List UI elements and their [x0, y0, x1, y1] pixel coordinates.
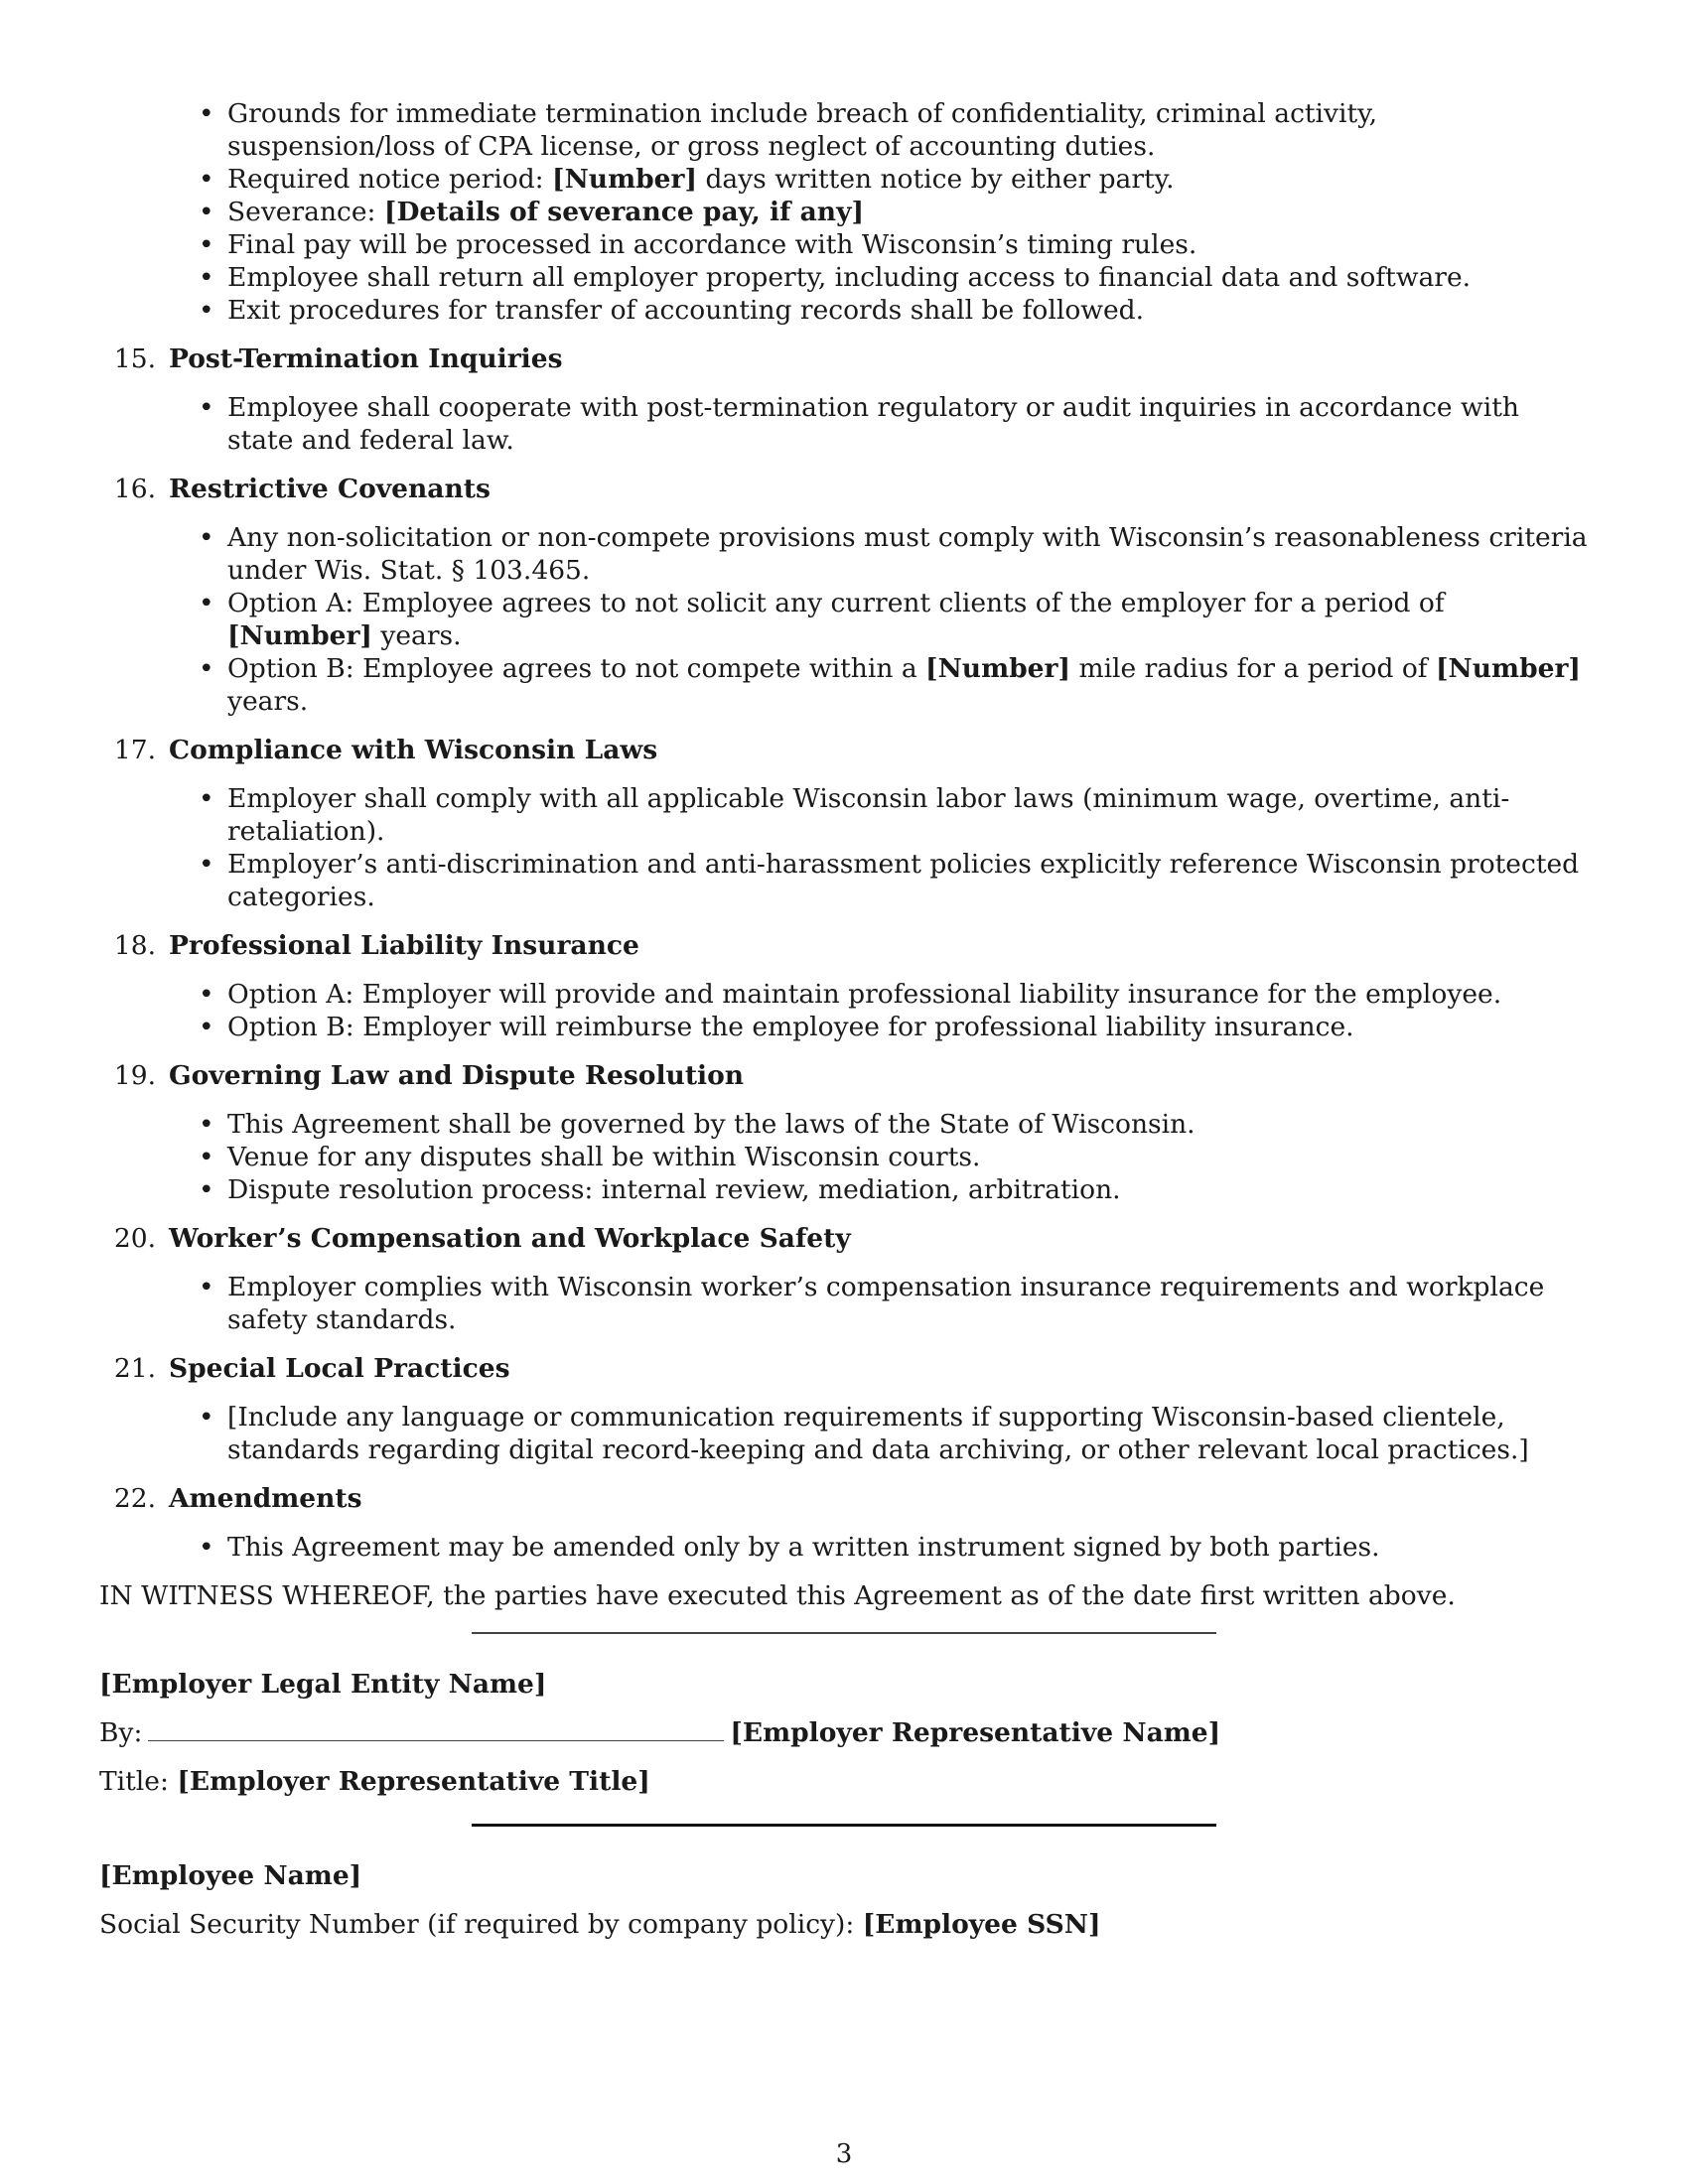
ssn-label: Social Security Number (if required by company policy): [99, 1909, 855, 1940]
placeholder-text: [Details of severance pay, if any] [383, 197, 865, 227]
section-bullet-list [99, 782, 1589, 913]
bullet-text: Option B: Employer will reimburse the employee for professional liability insurance. [227, 1012, 1354, 1042]
section-number: 15. [113, 343, 156, 374]
witness-statement: IN WITNESS WHEREOF, the parties have executed this Agreement as of the date first written above. [99, 1580, 1456, 1611]
section-number: 16. [113, 474, 156, 504]
section-heading [99, 1059, 1589, 1092]
bullet-text: Any non-solicitation or non-compete provisions must comply with Wisconsin’s reasonableness criteria under Wis. Stat. § 103.465. [227, 522, 1588, 586]
section-title: Post-Termination Inquiries [169, 343, 563, 374]
bullet-text: Required notice period: [227, 164, 553, 195]
section-heading [99, 1222, 1589, 1255]
bullet-text: Employee shall cooperate with post-termination regulatory or audit inquiries in accordance with state and federal law. [227, 392, 1519, 456]
section-number: 17. [113, 735, 156, 765]
bullet-text: days written notice by either party. [697, 164, 1175, 195]
bullet-text: Employee shall return all employer property, including access to financial data and software. [227, 262, 1472, 293]
employer-signature-rule [472, 1632, 1216, 1634]
document-page [99, 97, 1589, 1941]
page-number: 3 [835, 2139, 853, 2169]
bullet-item [99, 521, 1589, 587]
employer-rep-name: [Employer Representative Name] [730, 1717, 1221, 1748]
section-number: 20. [113, 1223, 156, 1254]
section-bullet-list [99, 1108, 1589, 1206]
by-label: By: [99, 1717, 143, 1748]
placeholder-text: [Number] [552, 164, 698, 195]
employee-ssn: [Employee SSN] [862, 1909, 1101, 1940]
section-title: Restrictive Covenants [169, 474, 491, 504]
bullet-text: Option A: Employee agrees to not solicit any current clients of the employer for a period of [227, 588, 1445, 618]
bullet-item [99, 782, 1589, 848]
bullet-text: Dispute resolution process: internal review, mediation, arbitration. [227, 1174, 1121, 1205]
section-title: Special Local Practices [169, 1353, 510, 1384]
section-title: Amendments [169, 1483, 362, 1514]
section [99, 734, 1589, 913]
employee-name: [Employee Name] [99, 1860, 362, 1891]
bullet-item [99, 1141, 1589, 1173]
bullet-text: years. [227, 686, 309, 717]
placeholder-text: [Number] [925, 653, 1071, 684]
section-heading [99, 473, 1589, 505]
bullet-item [99, 294, 1589, 327]
section [99, 929, 1589, 1043]
section-title: Worker’s Compensation and Workplace Safety [169, 1223, 851, 1254]
bullet-item [99, 391, 1589, 457]
section-bullet-list [99, 391, 1589, 457]
bullet-item [99, 848, 1589, 913]
bullet-text: Option B: Employee agrees to not compete within a [227, 653, 926, 684]
employer-signature-line [99, 1616, 1589, 1652]
bullet-text: Final pay will be processed in accordance with Wisconsin’s timing rules. [227, 229, 1197, 260]
bullet-text: Grounds for immediate termination include breach of confidentiality, criminal activity, suspension/loss of CPA license, or gross neglect of accounting duties. [227, 98, 1378, 162]
employer-by-line [99, 1716, 1589, 1749]
section-heading [99, 342, 1589, 375]
employer-title-line [99, 1765, 1589, 1798]
bullet-item [99, 228, 1589, 261]
bullet-text: Option A: Employer will provide and maintain professional liability insurance for the employee. [227, 979, 1502, 1010]
section-bullet-list [99, 1401, 1589, 1466]
section-number: 19. [113, 1060, 156, 1091]
bullet-item [99, 1108, 1589, 1141]
bullet-item [99, 652, 1589, 718]
employee-signature-line [99, 1808, 1589, 1843]
section-bullet-list [99, 978, 1589, 1043]
employer-entity-name: [Employer Legal Entity Name] [99, 1669, 547, 1700]
bullet-text: This Agreement shall be governed by the laws of the State of Wisconsin. [227, 1109, 1196, 1140]
section-heading [99, 929, 1589, 962]
bullet-item [99, 196, 1589, 228]
bullet-text: [Include any language or communication requirements if supporting Wisconsin-based clientele, standards regarding digital record-keeping and data archiving, or other relevant local practices.] [227, 1402, 1529, 1465]
bullet-text: Employer’s anti-discrimination and anti-harassment policies explicitly reference Wisconsin protected categories. [227, 849, 1580, 912]
section [99, 473, 1589, 718]
placeholder-text: [Number] [227, 620, 372, 651]
bullet-text: mile radius for a period of [1070, 653, 1437, 684]
bullet-item [99, 1401, 1589, 1466]
section-number: 18. [113, 930, 156, 961]
section-bullet-list [99, 1271, 1589, 1336]
bullet-text: Employer shall comply with all applicable Wisconsin labor laws (minimum wage, overtime, anti-retaliation). [227, 783, 1510, 847]
section [99, 1482, 1589, 1564]
section [99, 342, 1589, 457]
placeholder-text: [Number] [1436, 653, 1581, 684]
bullet-item [99, 261, 1589, 294]
section-number: 21. [113, 1353, 156, 1384]
employer-rep-title: [Employer Representative Title] [177, 1766, 650, 1797]
sections-container [99, 342, 1589, 1564]
section [99, 1352, 1589, 1466]
bullet-text: Employer complies with Wisconsin worker’s compensation insurance requirements and workplace safety standards. [227, 1272, 1545, 1335]
section [99, 1222, 1589, 1336]
employee-ssn-line [99, 1908, 1589, 1941]
title-label: Title: [99, 1766, 169, 1797]
section-heading [99, 1482, 1589, 1515]
section-heading [99, 1352, 1589, 1385]
bullet-text: Severance: [227, 197, 384, 227]
bullet-item [99, 97, 1589, 163]
by-signature-rule [148, 1722, 724, 1741]
bullet-item [99, 1173, 1589, 1206]
bullet-text: This Agreement may be amended only by a written instrument signed by both parties. [227, 1532, 1380, 1563]
bullet-item [99, 1531, 1589, 1564]
continued-bullet-list [99, 97, 1589, 327]
bullet-item [99, 978, 1589, 1011]
employee-signature-rule [472, 1824, 1216, 1827]
section-title: Compliance with Wisconsin Laws [169, 735, 658, 765]
section-number: 22. [113, 1483, 156, 1514]
bullet-text: Venue for any disputes shall be within Wisconsin courts. [227, 1142, 981, 1172]
bullet-text: years. [371, 620, 462, 651]
section-bullet-list [99, 521, 1589, 718]
section [99, 1059, 1589, 1206]
section-title: Professional Liability Insurance [169, 930, 639, 961]
bullet-text: Exit procedures for transfer of accounting records shall be followed. [227, 295, 1145, 326]
bullet-item [99, 163, 1589, 196]
section-heading [99, 734, 1589, 766]
section-bullet-list [99, 1531, 1589, 1564]
bullet-item [99, 587, 1589, 652]
bullet-item [99, 1011, 1589, 1043]
section-title: Governing Law and Dispute Resolution [169, 1060, 745, 1091]
bullet-item [99, 1271, 1589, 1336]
